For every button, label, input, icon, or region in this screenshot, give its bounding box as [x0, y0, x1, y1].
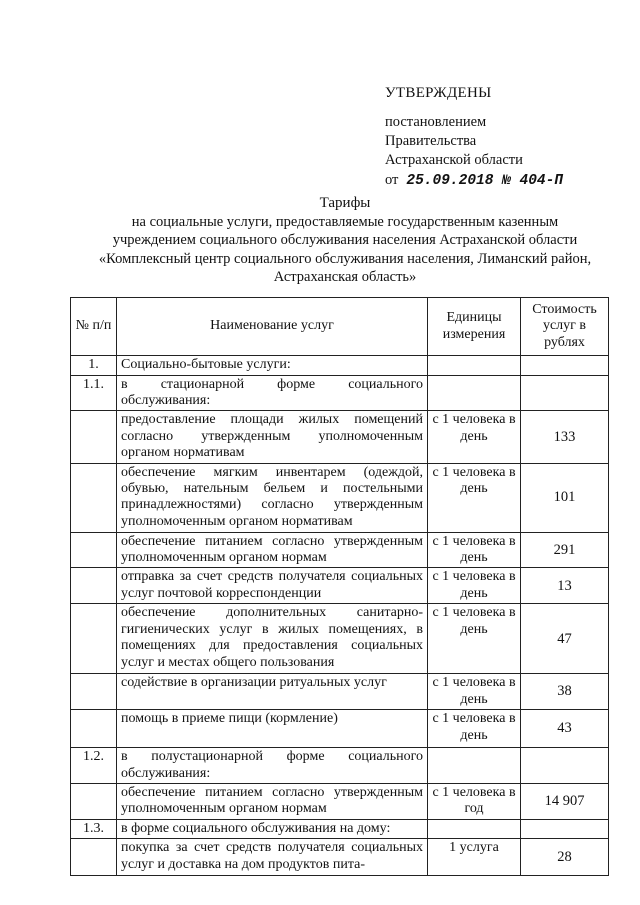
- cell-num: [71, 604, 117, 674]
- approval-line: Астраханской области: [385, 152, 523, 168]
- table-row: [71, 568, 609, 604]
- cell-unit: с 1 человека в день: [428, 532, 521, 568]
- cell-unit: с 1 человека в год: [428, 783, 521, 819]
- cell-num: [71, 568, 117, 604]
- cell-num: [71, 710, 117, 748]
- cell-cost: [521, 375, 609, 411]
- tariff-table: [70, 297, 609, 876]
- cell-unit: с 1 человека в день: [428, 674, 521, 710]
- approval-line: Правительства: [385, 133, 477, 149]
- cell-name: обеспечение мягким инвентарем (одеждой, обувью, нательным бельем и постельными принадлежностями) согласно утвержденным уполномоченным органом нормативам: [117, 463, 428, 532]
- cell-unit: [428, 356, 521, 375]
- table-row: [71, 748, 609, 784]
- table-row: [71, 411, 609, 463]
- cell-name: обеспечение питанием согласно утвержденным уполномоченным органом нормам: [117, 783, 428, 819]
- cell-name: в форме социального обслуживания на дому:: [117, 819, 428, 838]
- title-line: на социальные услуги, предоставляемые государственным казенным: [131, 213, 559, 230]
- table-header-row: [71, 298, 609, 356]
- table-row: [71, 819, 609, 838]
- cell-cost: 13: [521, 568, 609, 604]
- approval-line: постановлением: [385, 114, 487, 130]
- cell-name: отправка за счет средств получателя социальных услуг почтовой корреспонденции: [117, 568, 428, 604]
- cell-num: 1.3.: [71, 819, 117, 838]
- title-main: Тарифы: [319, 195, 371, 211]
- table-row: [71, 674, 609, 710]
- title-line: Астраханская область»: [273, 269, 417, 285]
- cell-num: 1.1.: [71, 375, 117, 411]
- cell-cost: 291: [521, 532, 609, 568]
- table-row: [71, 839, 609, 876]
- table-row: [71, 356, 609, 375]
- approval-number-value: 25.09.2018 № 404-П: [406, 173, 564, 189]
- cell-num: [71, 839, 117, 876]
- approval-heading: УТВЕРЖДЕНЫ: [385, 85, 492, 101]
- header-cost: Стоимость услуг в рублях: [521, 298, 609, 356]
- cell-unit: с 1 человека в день: [428, 710, 521, 748]
- cell-name: Социально-бытовые услуги:: [117, 356, 428, 375]
- table-row: [71, 532, 609, 568]
- title-line: учреждением социального обслуживания населения Астраханской области: [112, 232, 578, 248]
- cell-cost: 28: [521, 839, 609, 876]
- header-name: Наименование услуг: [117, 298, 428, 356]
- cell-cost: 38: [521, 674, 609, 710]
- document-title: [60, 194, 630, 287]
- cell-cost: [521, 356, 609, 375]
- cell-num: [71, 783, 117, 819]
- cell-unit: [428, 375, 521, 411]
- table-row: [71, 463, 609, 532]
- cell-name: помощь в приеме пищи (кормление): [117, 710, 428, 748]
- cell-unit: с 1 человека в день: [428, 411, 521, 463]
- cell-unit: [428, 748, 521, 784]
- cell-unit: 1 услуга: [428, 839, 521, 876]
- cell-name: покупка за счет средств получателя социальных услуг и доставка на дом продуктов пита-: [117, 839, 428, 876]
- table-row: [71, 604, 609, 674]
- approval-number-line: [385, 171, 563, 191]
- cell-cost: 14 907: [521, 783, 609, 819]
- cell-name: обеспечение питанием согласно утвержденным уполномоченным органом нормам: [117, 532, 428, 568]
- cell-cost: 47: [521, 604, 609, 674]
- cell-num: 1.2.: [71, 748, 117, 784]
- cell-cost: 101: [521, 463, 609, 532]
- header-unit: Единицы измерения: [428, 298, 521, 356]
- cell-unit: с 1 человека в день: [428, 604, 521, 674]
- cell-cost: [521, 819, 609, 838]
- cell-unit: с 1 человека в день: [428, 463, 521, 532]
- approval-block: [385, 84, 563, 191]
- table-row: [71, 783, 609, 819]
- cell-name: предоставление площади жилых помещений согласно утвержденным уполномоченным органом нормативам: [117, 411, 428, 463]
- cell-unit: с 1 человека в день: [428, 568, 521, 604]
- cell-num: [71, 463, 117, 532]
- cell-cost: [521, 748, 609, 784]
- cell-num: [71, 411, 117, 463]
- header-num: № п/п: [71, 298, 117, 356]
- cell-name: содействие в организации ритуальных услуг: [117, 674, 428, 710]
- cell-unit: [428, 819, 521, 838]
- cell-num: 1.: [71, 356, 117, 375]
- table-row: [71, 375, 609, 411]
- cell-name: в полустационарной форме социального обслуживания:: [117, 748, 428, 784]
- title-line: «Комплексный центр социального обслуживания населения, Лиманский район,: [98, 250, 592, 267]
- cell-name: в стационарной форме социального обслуживания:: [117, 375, 428, 411]
- table-row: [71, 710, 609, 748]
- cell-name: обеспечение дополнительных санитарно-гигиенических услуг в жилых помещениях, в помещениях для предоставления социальных услуг и местах общего пользования: [117, 604, 428, 674]
- cell-num: [71, 674, 117, 710]
- cell-num: [71, 532, 117, 568]
- approval-number-prefix: от: [385, 172, 399, 188]
- cell-cost: 133: [521, 411, 609, 463]
- cell-cost: 43: [521, 710, 609, 748]
